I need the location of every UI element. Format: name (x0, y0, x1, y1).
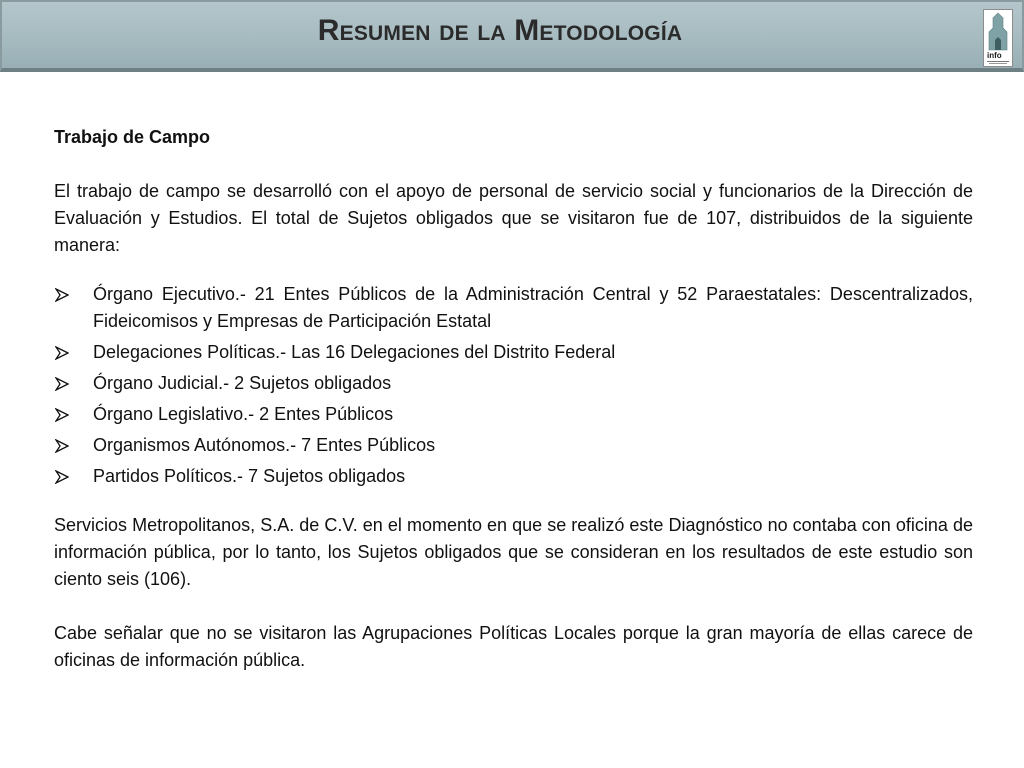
title-bar (0, 0, 1024, 72)
content-body (54, 124, 973, 674)
list-item (54, 281, 973, 335)
arrowhead-bullet-icon (55, 346, 69, 360)
list-item-text: Órgano Ejecutivo.- 21 Entes Públicos de la Administración Central y 52 Paraestatales: Descentralizados, Fideicomisos y Empresas de Participación Estatal (93, 284, 973, 331)
list-item (54, 463, 973, 490)
intro-paragraph: El trabajo de campo se desarrolló con el apoyo de personal de servicio social y funcionarios de la Dirección de Evaluación y Estudios. El total de Sujetos obligados que se visitaron fue de 107, distribuidos de la siguiente manera: (54, 181, 973, 255)
list-item-text: Organismos Autónomos.- 7 Entes Públicos (93, 435, 436, 455)
services-paragraph: Servicios Metropolitanos, S.A. de C.V. en el momento en que se realizó este Diagnóstico no contaba con oficina de información pública, por lo tanto, los Sujetos obligados que se consideran en los resultados de este estudio son ciento seis (106). (54, 515, 973, 589)
list-item (54, 339, 973, 366)
list-item-text: Partidos Políticos.- 7 Sujetos obligados (93, 466, 406, 486)
arrowhead-bullet-icon (55, 288, 69, 302)
section-heading: Trabajo de Campo (54, 127, 211, 147)
arrowhead-bullet-icon (55, 377, 69, 391)
bullet-list (54, 281, 973, 490)
arrowhead-bullet-icon (55, 408, 69, 422)
list-item-text: Órgano Judicial.- 2 Sujetos obligados (93, 373, 392, 393)
list-item (54, 432, 973, 459)
note-paragraph: Cabe señalar que no se visitaron las Agrupaciones Políticas Locales porque la gran mayoría de ellas carece de oficinas de información pública. (54, 623, 973, 670)
arrowhead-bullet-icon (55, 470, 69, 484)
list-item (54, 370, 973, 397)
page-title: Resumen de la Metodología (317, 14, 683, 47)
list-item-text: Delegaciones Políticas.- Las 16 Delegaciones del Distrito Federal (93, 342, 616, 362)
list-item-text: Órgano Legislativo.- 2 Entes Públicos (93, 404, 394, 424)
logo-text: info (987, 51, 1002, 60)
list-item (54, 401, 973, 428)
info-logo (983, 9, 1013, 67)
logo-graphic (984, 10, 1012, 66)
arrowhead-bullet-icon (55, 439, 69, 453)
